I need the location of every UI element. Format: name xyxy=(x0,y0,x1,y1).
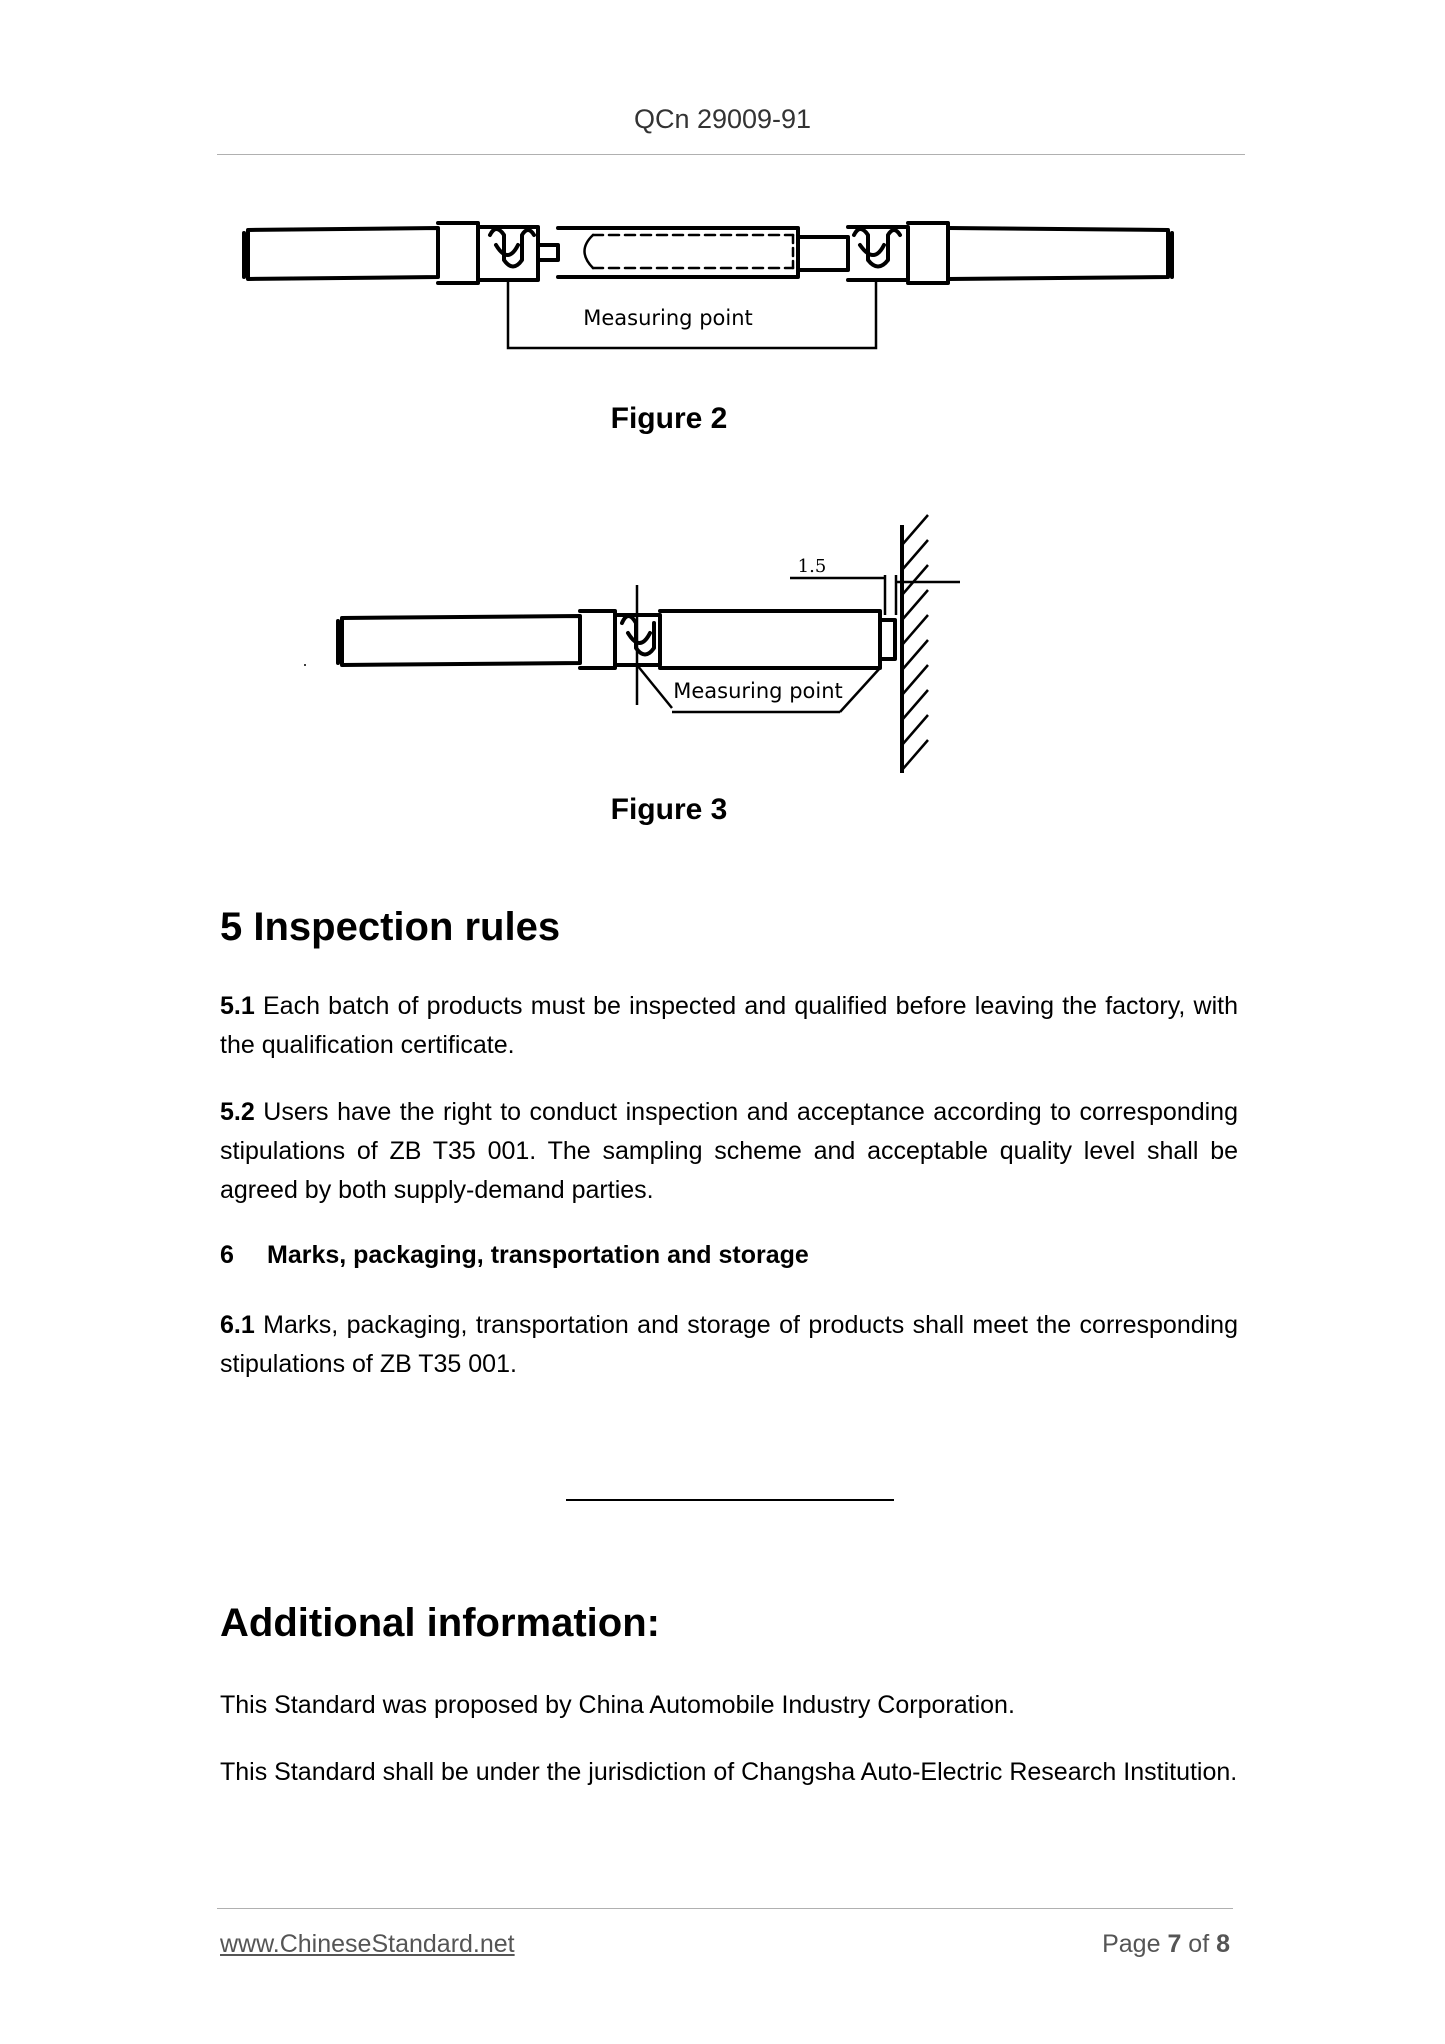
figure-3-caption: Figure 3 xyxy=(610,793,728,826)
end-divider xyxy=(566,1499,894,1501)
website-link[interactable]: www.ChineseStandard.net xyxy=(220,1930,515,1958)
clause-5-2-number: 5.2 xyxy=(220,1098,255,1126)
additional-info-heading: Additional information: xyxy=(220,1601,660,1645)
figure-2-label: Measuring point xyxy=(583,306,753,330)
clause-6-1-text: Marks, packaging, transportation and storage of products shall meet the corresponding stipulations of ZB T35 001. xyxy=(220,1311,1238,1378)
figure-3-drawing xyxy=(300,505,980,785)
page-mid: of xyxy=(1181,1930,1217,1958)
clause-5-1-number: 5.1 xyxy=(220,992,255,1020)
page-total: 8 xyxy=(1216,1930,1230,1958)
clause-5-2-text: Users have the right to conduct inspection and acceptance according to corresponding stipulations of ZB T35 001. The sampling scheme and acceptable quality level shall be agreed by both supply-demand parties. xyxy=(220,1098,1238,1204)
footer-divider xyxy=(217,1908,1233,1909)
section-6-number: 6 xyxy=(220,1241,234,1269)
document-code: QCn 29009-91 xyxy=(633,104,812,134)
additional-paragraph-1: This Standard was proposed by China Automobile Industry Corporation. xyxy=(220,1691,1015,1719)
figure-3-dimension: 1.5 xyxy=(797,556,827,577)
header-divider xyxy=(217,154,1245,155)
section-5-heading: 5 Inspection rules xyxy=(220,905,561,949)
page-number xyxy=(1102,1930,1230,1959)
section-6-title: Marks, packaging, transportation and storage xyxy=(267,1241,809,1269)
figure-2-caption: Figure 2 xyxy=(610,402,728,435)
clause-5-1-text: Each batch of products must be inspected and qualified before leaving the factory, with the qualification certificate. xyxy=(220,992,1238,1059)
figure-2-drawing xyxy=(238,205,1178,355)
clause-5-2 xyxy=(220,1093,1238,1210)
page-prefix: Page xyxy=(1102,1930,1168,1958)
additional-paragraph-2: This Standard shall be under the jurisdiction of Changsha Auto-Electric Research Institution. xyxy=(220,1758,1238,1786)
clause-6-1 xyxy=(220,1306,1238,1384)
page-current: 7 xyxy=(1167,1930,1182,1958)
figure-3-label: Measuring point xyxy=(673,679,843,703)
clause-6-1-number: 6.1 xyxy=(220,1311,255,1339)
clause-5-1 xyxy=(220,987,1238,1065)
section-6-heading xyxy=(220,1241,809,1270)
